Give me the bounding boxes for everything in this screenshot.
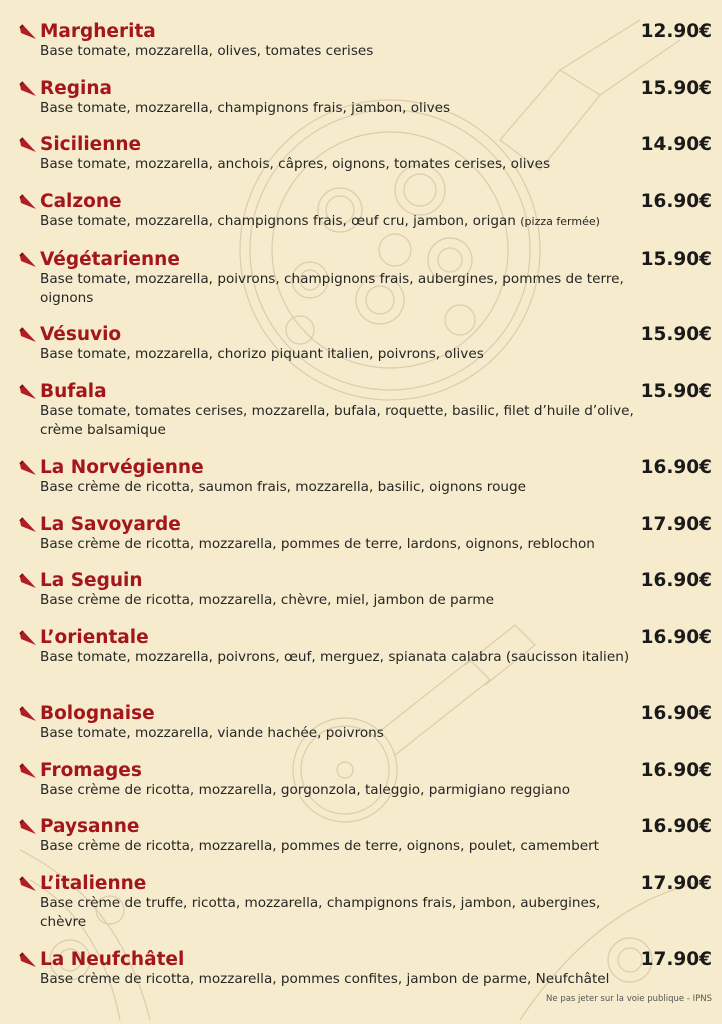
pizza-name: La Norvégienne [40,457,204,478]
pizza-description: Base tomate, mozzarella, poivrons, œuf, merguez, spianata calabra (saucisson italien) [40,649,630,665]
pizza-description: Base crème de truffe, ricotta, mozzarella, champignons frais, jambon, aubergines, chèvre [40,895,601,930]
pizza-name: Paysanne [40,816,140,837]
pizza-description: Base tomate, mozzarella, olives, tomates cerises [40,43,374,59]
pizza-name: Vésuvio [40,324,122,345]
pizza-note: (pizza fermée) [520,215,600,228]
pizza-slice-icon [19,876,37,892]
pizza-name: Fromages [40,760,142,781]
pizza-name: Regina [40,78,113,99]
pizza-price: 17.90€ [640,514,712,535]
pizza-name: Sicilienne [40,134,142,155]
pizza-name: L’orientale [40,627,149,648]
pizza-description: Base tomate, mozzarella, poivrons, champignons frais, aubergines, pommes de terre, oignons [40,271,624,306]
pizza-description: Base crème de ricotta, mozzarella, pommes de terre, oignons, poulet, camembert [40,838,599,854]
pizza-description: Base tomate, mozzarella, champignons frais, œuf cru, jambon, origan (pizza fermée) [40,213,600,229]
pizza-slice-icon [19,706,37,722]
pizza-price: 16.90€ [640,816,712,837]
pizza-slice-icon [19,137,37,153]
pizza-slice-icon [19,24,37,40]
pizza-price: 14.90€ [640,134,712,155]
pizza-price: 16.90€ [640,703,712,724]
pizza-price: 15.90€ [640,78,712,99]
pizza-description: Base tomate, mozzarella, champignons frais, jambon, olives [40,100,451,116]
pizza-name: Bolognaise [40,703,155,724]
pizza-description: Base tomate, mozzarella, chorizo piquant italien, poivrons, olives [40,346,484,362]
pizza-name: Végétarienne [40,249,180,270]
pizza-price: 16.90€ [640,191,712,212]
pizza-price: 16.90€ [640,627,712,648]
pizza-slice-icon [19,194,37,210]
pizza-name: Bufala [40,381,107,402]
pizza-name: La Savoyarde [40,514,181,535]
pizza-description: Base crème de ricotta, mozzarella, gorgonzola, taleggio, parmigiano reggiano [40,782,571,798]
pizza-price: 12.90€ [640,21,712,42]
pizza-name: Calzone [40,191,122,212]
pizza-slice-icon [19,460,37,476]
pizza-slice-icon [19,81,37,97]
pizza-description: Base crème de ricotta, saumon frais, mozzarella, basilic, oignons rouge [40,479,527,495]
pizza-description: Base crème de ricotta, mozzarella, pommes confites, jambon de parme, Neufchâtel [40,971,610,987]
pizza-price: 16.90€ [640,457,712,478]
pizza-slice-icon [19,819,37,835]
pizza-price: 15.90€ [640,249,712,270]
pizza-slice-icon [19,630,37,646]
pizza-price: 15.90€ [640,381,712,402]
pizza-slice-icon [19,952,37,968]
pizza-slice-icon [19,573,37,589]
pizza-slice-icon [19,252,37,268]
pizza-name: La Neufchâtel [40,949,185,970]
pizza-description: Base crème de ricotta, mozzarella, chèvre, miel, jambon de parme [40,592,494,608]
pizza-price: 17.90€ [640,873,712,894]
pizza-price: 16.90€ [640,570,712,591]
pizza-description: Base crème de ricotta, mozzarella, pommes de terre, lardons, oignons, reblochon [40,536,595,552]
pizza-price: 17.90€ [640,949,712,970]
pizza-price: 15.90€ [640,324,712,345]
pizza-name: L’italienne [40,873,147,894]
pizza-description: Base tomate, mozzarella, viande hachée, poivrons [40,725,384,741]
pizza-name: Margherita [40,21,156,42]
pizza-description: Base tomate, mozzarella, anchois, câpres, oignons, tomates cerises, olives [40,156,551,172]
pizza-slice-icon [19,763,37,779]
pizza-slice-icon [19,517,37,533]
pizza-slice-icon [19,327,37,343]
pizza-description: Base tomate, tomates cerises, mozzarella, bufala, roquette, basilic, filet d’huile d’olive, crème balsamique [40,403,634,438]
footer-notice: Ne pas jeter sur la voie publique - IPNS [546,994,712,1004]
pizza-slice-icon [19,384,37,400]
pizza-name: La Seguin [40,570,143,591]
pizza-price: 16.90€ [640,760,712,781]
